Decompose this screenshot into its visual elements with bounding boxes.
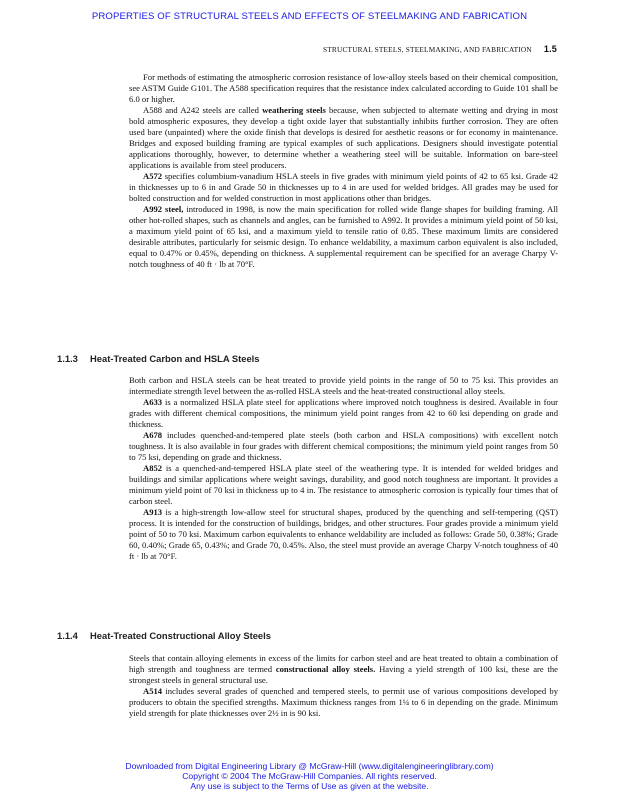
term-a992: A992 steel, [143, 204, 184, 214]
page-number: 1.5 [543, 44, 557, 54]
footer-copyright: Copyright © 2004 The McGraw-Hill Companies. All rights reserved. [182, 771, 437, 781]
section-number: 1.1.3 [57, 353, 78, 364]
footer-terms: Any use is subject to the Terms of Use as given at the website. [190, 781, 429, 791]
term-constructional-alloy-steels: constructional alloy steels. [275, 664, 376, 674]
paragraph-weathering-steels: A588 and A242 steels are called weathering steels because, when subjected to alternate wetting and drying in most bold atmospheric exposures, they develop a tight oxide layer that substantially inhibits further corrosion. They are often used bare (unpainted) where the oxide finish that develops is desired for aesthetic reasons or for economy in maintenance. Bridges and exposed building framing are typical examples of such applications. Designers should investigate potential applications thoroughly, however, to determine whether a weathering steel will be suitable. Information on bare-steel applications is available from steel producers. [129, 105, 558, 170]
section-title: Heat-Treated Constructional Alloy Steels [90, 630, 271, 641]
document-banner: PROPERTIES OF STRUCTURAL STEELS AND EFFECTS OF STEELMAKING AND FABRICATION [91, 11, 528, 22]
fraction-half: ½ [272, 708, 279, 718]
term-a633: A633 [143, 397, 163, 407]
term-a852: A852 [143, 463, 163, 473]
paragraph-a572: A572 specifies columbium-vanadium HSLA steels in five grades with minimum yield points of 42 to 65 ksi. Grade 42 in thicknesses up to 6 in and Grade 50 in thicknesses up to 4 in are used for welded bridges. All grades may be used for bolted construction and for welded construction in most applications other than bridges. [129, 171, 558, 203]
paragraph-a678: A678 includes quenched-and-tempered plate steels (both carbon and HSLA compositions) with excellent notch toughness. It is also available in four grades with different chemical compositions; the minimum yield point ranges from 50 to 75 ksi, depending on grade and thickness. [129, 430, 558, 462]
paragraph-constructional-alloy: Steels that contain alloying elements in excess of the limits for carbon steel and are heat treated to obtain a combination of high strength and toughness are termed constructional alloy steels. Having a yield strength of 100 ksi, these are the strongest steels in general structural use. [129, 653, 558, 685]
section-heading-1-1-4 [57, 630, 271, 641]
paragraph-corrosion-guide: For methods of estimating the atmospheric corrosion resistance of low-alloy steels based on their chemical composition, see ASTM Guide G101. The A588 specification requires that the resistance index calculated according to Guide 101 shall be 6.0 or higher. [129, 72, 558, 104]
paragraph-a514: A514 includes several grades of quenched and tempered steels, to permit use of various compositions developed by producers to obtain the specified strengths. Maximum thickness ranges from 1¼ to 6 in depending on the grade. Minimum yield strength for plate thicknesses over 2½ in is 90 ksi. [129, 686, 558, 718]
section-title: Heat-Treated Carbon and HSLA Steels [90, 353, 260, 364]
paragraph-heat-treated-intro: Both carbon and HSLA steels can be heat treated to provide yield points in the range of 50 to 75 ksi. This provides an intermediate strength level between the as-rolled HSLA steels and the heat-treated constructional alloy steels. [129, 375, 558, 396]
running-head [323, 44, 557, 54]
paragraph-a913: A913 is a high-strength low-allow steel for structural shapes, produced by the quenching and self-tempering (QST) process. It is intended for the construction of buildings, bridges, and other structures. Four grades provide a minimum yield point of 50 to 70 ksi. Maximum carbon equivalents to enhance weldability are included as follows: Grade 50, 0.38%; Grade 60, 0.40%; Grade 65, 0.43%; and Grade 70, 0.45%. Also, the steel must provide an average Charpy V-notch toughness of 40 ft · lb at 70°F. [129, 507, 558, 561]
term-a572: A572 [143, 171, 163, 181]
fraction-quarter: ¼ [402, 697, 410, 707]
paragraph-a992: A992 steel, introduced in 1998, is now the main specification for rolled wide flange shapes for building framing. All other hot-rolled shapes, such as channels and angles, can be furnished to A992. It provides a minimum yield point of 50 ksi, a maximum yield point of 65 ksi, and a maximum yield to tensile ratio of 0.85. These maximum limits are considered desirable attributes, particularly for seismic design. To enhance weldability, a maximum carbon equivalent is also included, equal to 0.47% or 0.45%, depending on thickness. A supplemental requirement can be specified for an average Charpy V-notch toughness of 40 ft · lb at 70°F. [129, 204, 559, 269]
section-heading-1-1-3 [57, 353, 259, 364]
term-weathering-steels: weathering steels [262, 105, 326, 115]
term-a913: A913 [143, 507, 163, 517]
paragraph-a633: A633 is a normalized HSLA plate steel for applications where improved notch toughness is desired. Available in four grades with different chemical compositions, the minimum yield point ranges from 42 to 60 ksi depending on grade and thickness. [129, 397, 558, 429]
download-footer [0, 761, 619, 791]
running-head-title: STRUCTURAL STEELS, STEELMAKING, AND FABRICATION [323, 45, 532, 54]
section-1-1-3-body [129, 375, 558, 562]
footer-download-link[interactable]: Downloaded from Digital Engineering Library @ McGraw-Hill (www.digitalengineeringlibrary.com) [125, 761, 494, 771]
intro-block [129, 72, 558, 270]
term-a678: A678 [143, 430, 163, 440]
section-number: 1.1.4 [57, 630, 78, 641]
paragraph-a852: A852 is a quenched-and-tempered HSLA plate steel of the weathering type. It is intended for welded bridges and buildings and similar applications where weight savings, durability, and good notch toughness are important. It provides a minimum yield point of 70 ksi in thickness up to 4 in. The resistance to atmospheric corrosion is typically four times that of carbon steel. [129, 463, 558, 506]
term-a514: A514 [143, 686, 163, 696]
section-1-1-4-body [129, 653, 558, 719]
